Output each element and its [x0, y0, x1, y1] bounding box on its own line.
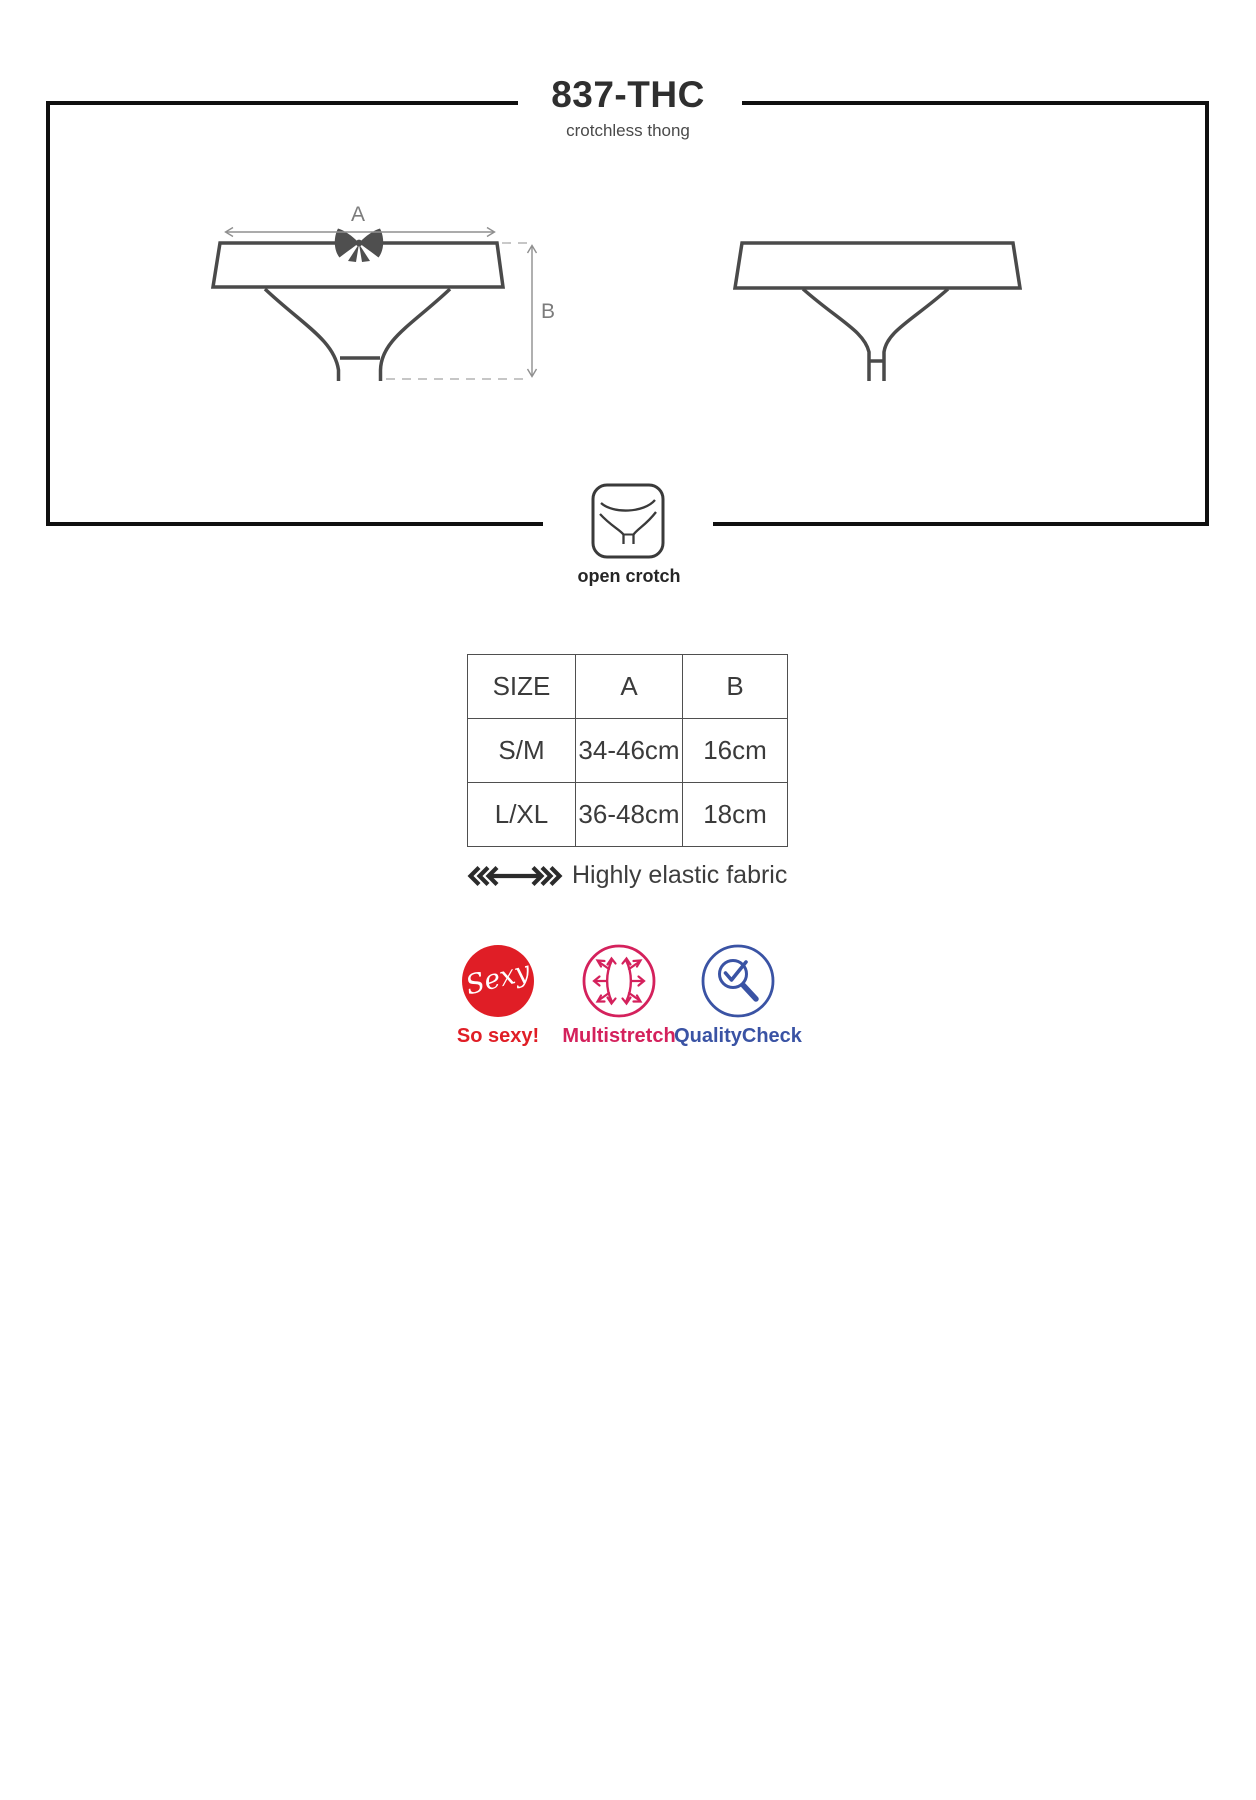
- elastic-arrow-icon: [471, 868, 560, 885]
- size-table-header-row: [468, 655, 788, 719]
- size-table-header-size: SIZE: [468, 655, 576, 719]
- quality-check-badge-icon: [703, 946, 773, 1016]
- measure-b-label: B: [541, 300, 556, 323]
- table-row: [468, 783, 788, 847]
- measure-a-cell: 34-46cm: [576, 719, 683, 783]
- multistretch-badge-icon: [584, 946, 654, 1016]
- measure-b-cell: 18cm: [683, 783, 788, 847]
- sexy-badge-text: Sexy: [462, 955, 534, 1002]
- measure-a-arrow: [226, 228, 495, 237]
- size-table-header-b: B: [683, 655, 788, 719]
- spec-box-border: [48, 103, 1207, 524]
- front-view-drawing: [213, 243, 503, 381]
- page-subtitle: crotchless thong: [566, 121, 690, 140]
- quality-check-label: QualityCheck: [674, 1025, 802, 1047]
- multistretch-label: Multistretch: [562, 1025, 676, 1047]
- open-crotch-icon: [593, 485, 663, 557]
- measure-b-cell: 16cm: [683, 719, 788, 783]
- measure-a-label: A: [350, 203, 366, 226]
- page-title: 837-THC: [551, 74, 705, 115]
- elastic-fabric-note: Highly elastic fabric: [572, 861, 788, 889]
- size-table: [467, 654, 788, 847]
- size-cell: S/M: [468, 719, 576, 783]
- size-table-header-a: A: [576, 655, 683, 719]
- size-cell: L/XL: [468, 783, 576, 847]
- table-row: [468, 719, 788, 783]
- back-view-drawing: [735, 243, 1020, 381]
- measure-a-cell: 36-48cm: [576, 783, 683, 847]
- open-crotch-label: open crotch: [577, 566, 681, 586]
- so-sexy-label: So sexy!: [456, 1025, 540, 1047]
- measure-b-arrow: [528, 246, 537, 377]
